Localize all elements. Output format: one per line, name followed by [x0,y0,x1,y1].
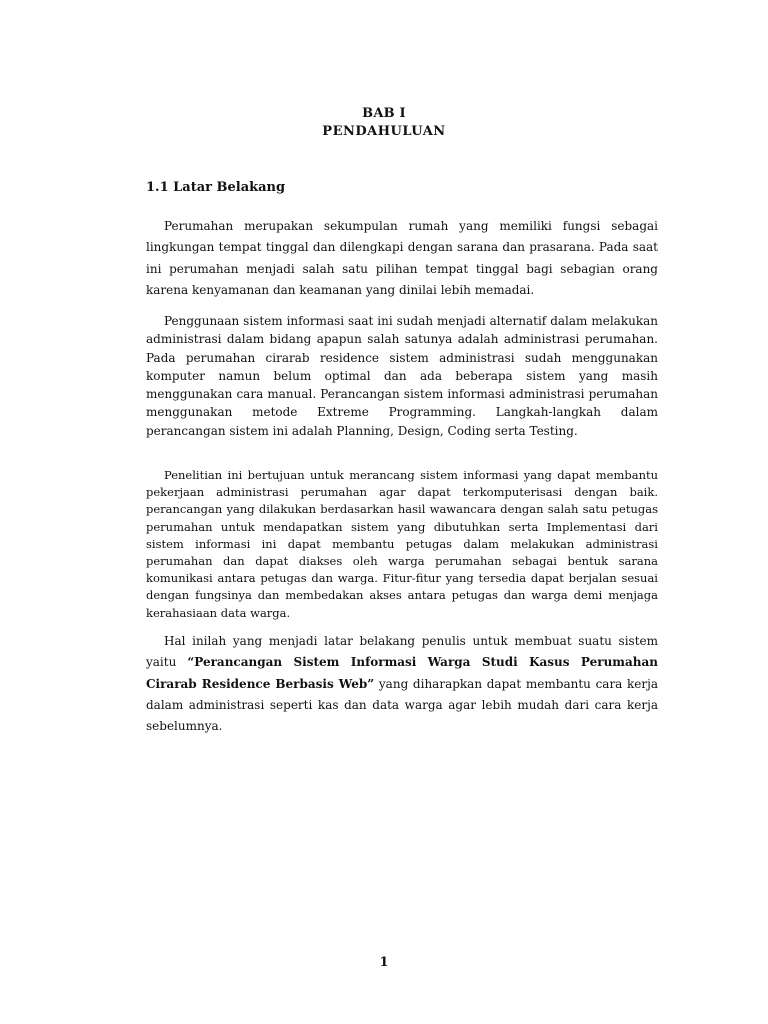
chapter-title: PENDAHULUAN [322,124,446,139]
page-number: 1 [379,955,389,970]
paragraph-2: Penggunaan sistem informasi saat ini sudah menjadi alternatif dalam melakukan administrasi dalam bidang apapun salah satunya adalah administrasi perumahan. Pada perumahan cirarab residence sistem administrasi sudah menggunakan komputer namun belum optimal dan ada beberapa sistem yang masih menggunakan cara manual. Perancangan sistem informasi administrasi perumahan menggunakan metode Extreme Programming. Langkah-langkah dalam perancangan sistem ini adalah Planning, Design, Coding serta Testing. [146,314,658,438]
paragraph-4-intro: Hal inilah yang menjadi latar belakang penulis untuk membuat suatu sistem yaitu [146,634,658,670]
chapter-number: BAB I [362,106,406,121]
paragraph-3: Penelitian ini bertujuan untuk merancang sistem informasi yang dapat membantu pekerjaan administrasi perumahan agar dapat terkomputerisasi dengan baik. perancangan yang dilakukan berdasarkan hasil wawancara dengan salah satu petugas perumahan untuk mendapatkan sistem yang dibutuhkan serta Implementasi dari sistem informasi ini dapat membantu petugas dalam melakukan administrasi perumahan dan dapat diakses oleh warga perumahan sebagai bentuk sarana komunikasi antara petugas dan warga. Fitur-fitur yang tersedia dapat berjalan sesuai dengan fungsinya dan membedakan akses antara petugas dan warga demi menjaga kerahasiaan data warga. [146,468,658,620]
section-heading: 1.1 Latar Belakang [146,180,286,195]
paragraph-4-conclusion: yang diharapkan dapat membantu cara kerja dalam administrasi seperti kas dan data warga agar lebih mudah dari cara kerja sebelumnya. [146,676,659,734]
paragraph-1: Perumahan merupakan sekumpulan rumah yang memiliki fungsi sebagai lingkungan tempat tinggal dan dilengkapi dengan sarana dan prasarana. Pada saat ini perumahan menjadi salah satu pilihan tempat tinggal bagi sebagian orang karena kenyamanan dan keamanan yang dinilai lebih memadai. [146,219,658,297]
paragraph-4 [146,631,658,737]
research-title: “Perancangan Sistem Informasi Warga Studi Kasus Perumahan Cirarab Residence Berbasis Web” [146,655,658,691]
